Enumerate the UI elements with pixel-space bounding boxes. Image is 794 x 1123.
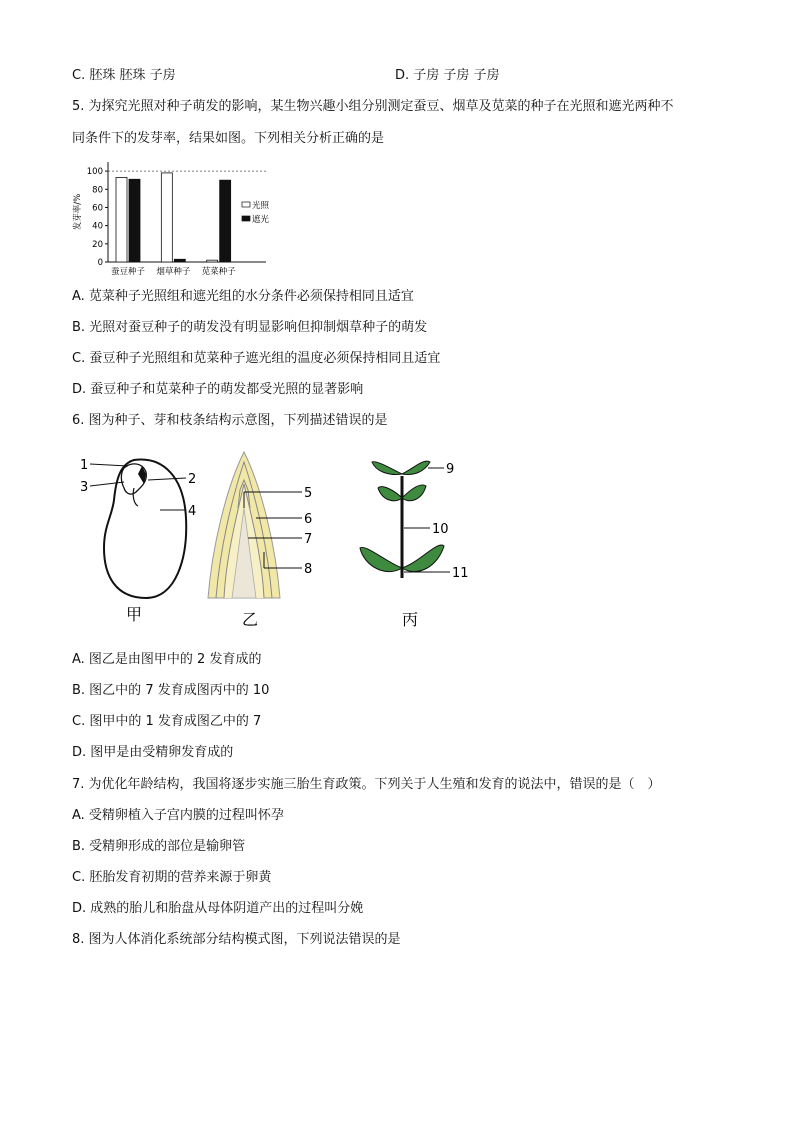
twig-diagram-bing (360, 461, 469, 629)
caption-jia: 甲 (126, 605, 143, 624)
bar-light (116, 177, 127, 262)
y-axis-label: 发芽率/% (73, 193, 83, 231)
y-tick-label: 100 (86, 167, 103, 178)
y-tick-label: 0 (97, 258, 103, 268)
y-tick-label: 40 (92, 221, 103, 232)
label-9: 9 (446, 462, 455, 477)
y-tick-label: 80 (92, 185, 103, 196)
label-3: 3 (80, 480, 89, 495)
legend-swatch (242, 216, 250, 221)
q5-stem-line2: 同条件下的发芽率，结果如图。下列相关分析正确的是 (72, 131, 385, 146)
legend-label: 遮光 (252, 215, 270, 225)
x-tick-label: 烟草种子 (156, 267, 191, 277)
label-11: 11 (452, 566, 469, 581)
caption-bing: 丙 (402, 610, 419, 629)
q6-option-d: D. 图甲是由受精卵发育成的 (72, 745, 234, 760)
q5-option-c: C. 蚕豆种子光照组和苋菜种子遮光组的温度必须保持相同且适宜 (72, 351, 441, 366)
q5-option-d: D. 蚕豆种子和苋菜种子的萌发都受光照的显著影响 (72, 382, 364, 397)
q4-option-d: D. 子房 子房 子房 (395, 68, 500, 83)
y-tick-label: 20 (92, 239, 103, 250)
chart-legend (242, 200, 270, 225)
q7-option-d: D. 成熟的胎儿和胎盘从母体阴道产出的过程叫分娩 (72, 901, 364, 916)
label-4: 4 (188, 504, 197, 519)
x-tick-label: 苋菜种子 (201, 267, 236, 277)
caption-yi: 乙 (242, 610, 259, 629)
bar-light (161, 173, 172, 262)
label-10: 10 (432, 522, 449, 537)
q7-option-a: A. 受精卵植入子宫内膜的过程叫怀孕 (72, 808, 284, 823)
q7-option-c: C. 胚胎发育初期的营养来源于卵黄 (72, 870, 272, 885)
q6-option-c: C. 图甲中的 1 发育成图乙中的 7 (72, 714, 262, 729)
label-6: 6 (304, 512, 313, 527)
q5-stem-line1: 5. 为探究光照对种子萌发的影响，某生物兴趣小组分别测定蚕豆、烟草及苋菜的种子在光照和遮光两种不 (72, 99, 674, 114)
chart-bars (116, 173, 231, 262)
label-2: 2 (188, 472, 197, 487)
q7-stem: 7. 为优化年龄结构，我国将逐步实施三胎生育政策。下列关于人生殖和发育的说法中，错误的是（ ） (72, 777, 661, 792)
q6-option-a: A. 图乙是由图甲中的 2 发育成的 (72, 652, 262, 667)
legend-label: 光照 (252, 201, 270, 211)
q5-option-b: B. 光照对蚕豆种子的萌发没有明显影响但抑制烟草种子的萌发 (72, 320, 428, 335)
q6-structure-figure (76, 448, 476, 633)
label-5: 5 (304, 486, 313, 501)
q5-germination-chart (70, 158, 280, 278)
seed-diagram-jia (80, 458, 196, 624)
q4-option-c: C. 胚珠 胚珠 子房 (72, 68, 176, 83)
q6-option-b: B. 图乙中的 7 发育成图丙中的 10 (72, 683, 270, 698)
label-7: 7 (304, 532, 313, 547)
q7-option-b: B. 受精卵形成的部位是输卵管 (72, 839, 246, 854)
bar-dark (129, 179, 140, 262)
y-tick-label: 60 (92, 203, 103, 214)
q5-option-a: A. 苋菜种子光照组和遮光组的水分条件必须保持相同且适宜 (72, 289, 414, 304)
label-8: 8 (304, 562, 313, 577)
x-tick-label: 蚕豆种子 (110, 267, 146, 277)
label-1: 1 (80, 458, 89, 473)
q6-stem: 6. 图为种子、芽和枝条结构示意图，下列描述错误的是 (72, 413, 388, 428)
q8-stem: 8. 图为人体消化系统部分结构模式图，下列说法错误的是 (72, 932, 401, 947)
bar-dark (220, 180, 231, 262)
bud-diagram-yi (208, 452, 312, 629)
bar-light (207, 260, 218, 262)
bar-dark (174, 259, 185, 262)
legend-swatch (242, 202, 250, 207)
